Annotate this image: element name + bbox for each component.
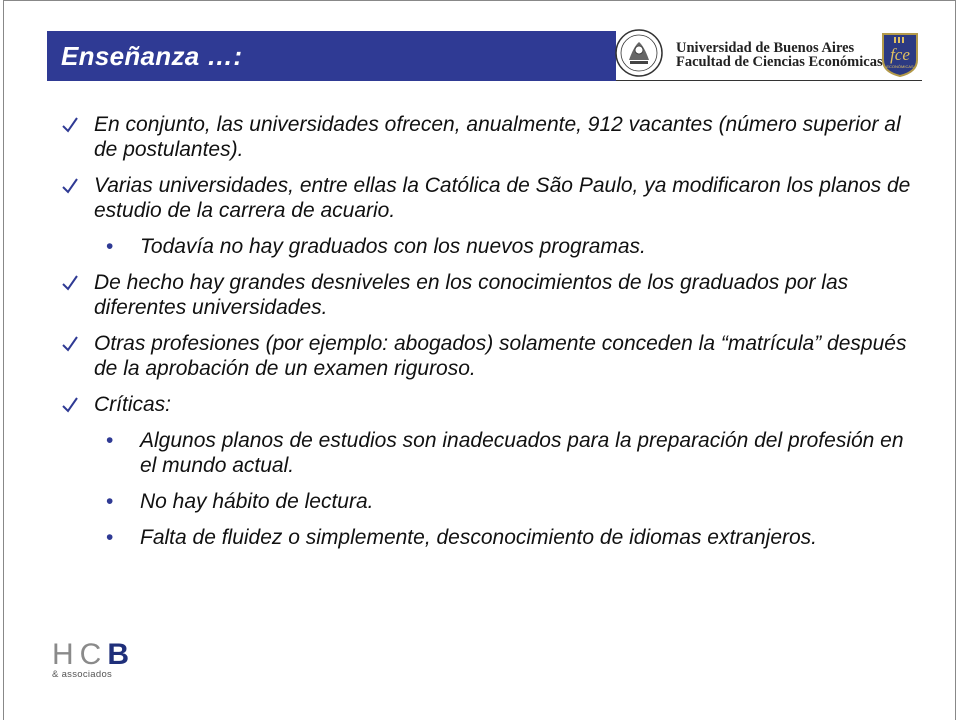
checkmark-icon <box>60 334 80 354</box>
checkmark-icon <box>60 395 80 415</box>
checkmark-icon <box>60 273 80 293</box>
checkmark-icon <box>60 115 80 135</box>
header-divider <box>616 80 922 81</box>
hcb-wordmark <box>52 640 129 670</box>
bullet-text: No hay hábito de lectura. <box>140 490 374 513</box>
check-bullet-item <box>60 173 920 223</box>
fce-subtext: ECONÓMICAS <box>886 64 914 69</box>
bullet-text: Críticas: <box>94 393 172 416</box>
check-bullet-item <box>60 270 920 320</box>
bullet-dot: • <box>106 235 114 258</box>
check-bullet-item <box>60 392 920 417</box>
frame-border-top <box>3 0 956 1</box>
university-line-1: Universidad de Buenos Aires <box>676 40 855 56</box>
sub-bullet-item <box>60 428 920 478</box>
frame-border-left <box>3 0 4 720</box>
sub-bullet-item <box>60 234 920 259</box>
hcb-letter-b: B <box>107 638 130 671</box>
check-bullet-item <box>60 331 920 381</box>
bullet-dot: • <box>106 526 114 549</box>
bullet-text: Varias universidades, entre ellas la Católica de São Paulo, ya modificaron los planos de estudio de la carrera de acuario. <box>94 174 911 222</box>
bullet-text: Otras profesiones (por ejemplo: abogados) solamente conceden la “matrícula” después de la aprobación de un examen riguroso. <box>94 332 907 380</box>
slide-title: Enseñanza …: <box>61 40 243 71</box>
title-bar <box>47 31 616 81</box>
university-seal-icon <box>614 28 664 78</box>
checkmark-icon <box>60 176 80 196</box>
bullet-text: En conjunto, las universidades ofrecen, anualmente, 912 vacantes (número superior al de postulantes). <box>94 113 901 161</box>
university-name <box>676 41 883 69</box>
hcb-logo <box>52 640 129 680</box>
hcb-subtitle: & associados <box>52 669 113 680</box>
hcb-letters: HC <box>52 638 108 671</box>
bullet-dot: • <box>106 429 114 452</box>
bullet-list <box>60 112 920 561</box>
bullet-text: Todavía no hay graduados con los nuevos programas. <box>140 235 646 258</box>
bullet-text: Falta de fluidez o simplemente, desconocimiento de idiomas extranjeros. <box>140 526 818 549</box>
bullet-text: Algunos planos de estudios son inadecuados para la preparación del profesión en el mundo actual. <box>140 429 904 477</box>
bullet-dot: • <box>106 490 114 513</box>
check-bullet-item <box>60 112 920 162</box>
university-line-2: Facultad de Ciencias Económicas <box>676 54 883 70</box>
fce-shield-icon <box>880 30 920 78</box>
sub-bullet-item <box>60 525 920 550</box>
fce-text: fce <box>890 45 910 64</box>
bullet-text: De hecho hay grandes desniveles en los conocimientos de los graduados por las diferentes universidades. <box>94 271 849 319</box>
sub-bullet-item <box>60 489 920 514</box>
frame-border-right <box>955 0 956 720</box>
